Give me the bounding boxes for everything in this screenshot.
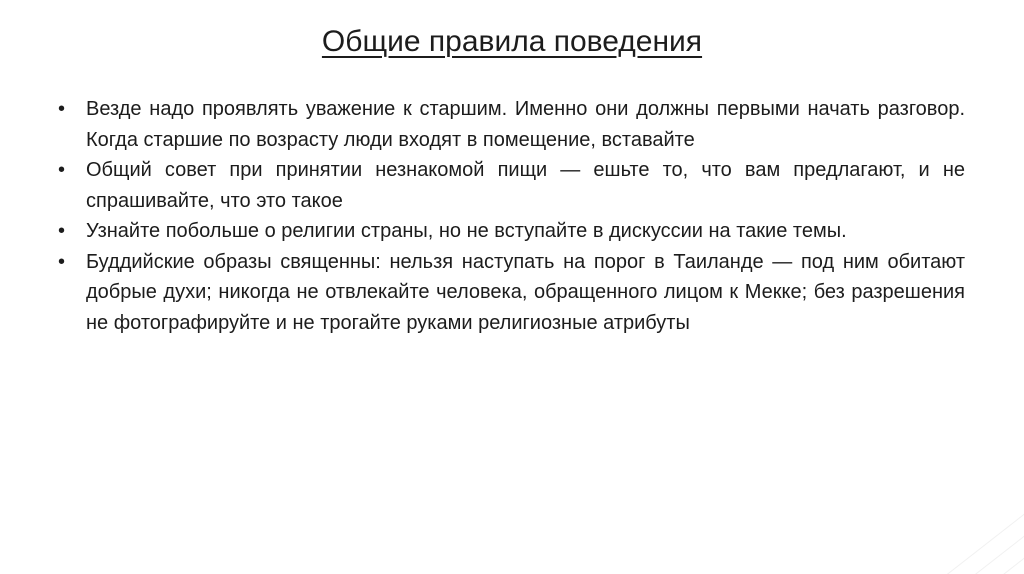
bullet-item-buddhist-images: • Буддийские образы священны: нельзя наступать на порог в Таиланде — под ним обитают добрые духи; никогда не отвлекайте человека, обращенного лицом к Мекке; без разрешения не фотографируйте и не трогайте руками религиозные атрибуты	[58, 247, 965, 339]
bullet-item-unfamiliar-food: • Общий совет при принятии незнакомой пищи — ешьте то, что вам предлагают, и не спрашивайте, что это такое	[58, 155, 965, 216]
bullet-item-respect-elders: • Везде надо проявлять уважение к старшим. Именно они должны первыми начать разговор. Когда старшие по возрасту люди входят в помещение, вставайте	[58, 94, 965, 155]
slide-title	[0, 22, 1024, 62]
bullet-list	[58, 94, 965, 338]
bullet-item-religion: • Узнайте побольше о религии страны, но не вступайте в дискуссии на такие темы.	[58, 216, 965, 247]
corner-decoration	[834, 424, 1024, 574]
slide-title-text: Общие правила поведения	[321, 25, 703, 58]
